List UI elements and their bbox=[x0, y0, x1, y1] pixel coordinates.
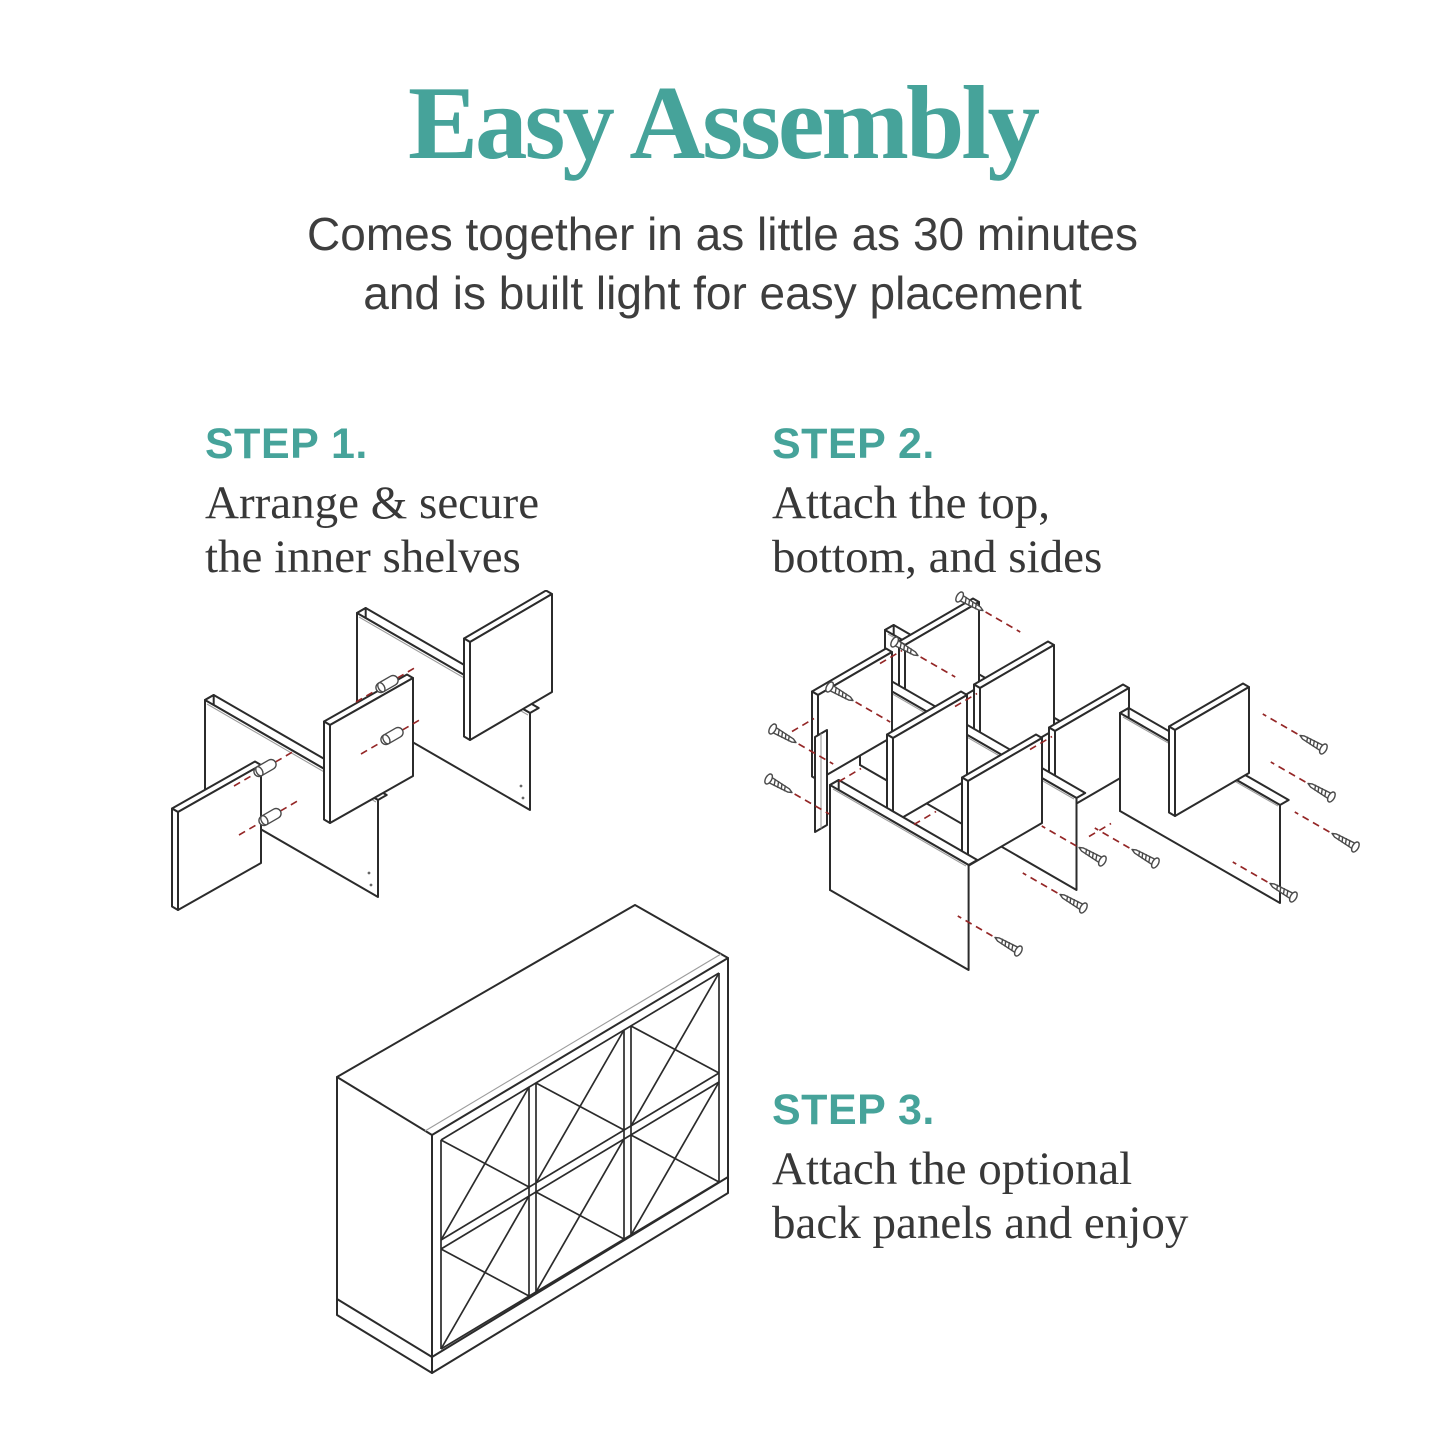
step-2-description bbox=[772, 477, 1102, 584]
small-panel-middle bbox=[324, 675, 413, 824]
small-panel-top-right bbox=[464, 591, 552, 741]
screw-icon bbox=[1260, 709, 1329, 755]
step-1-desc-line-1: Arrange & secure bbox=[205, 477, 540, 529]
step-1-desc-line-2: the inner shelves bbox=[205, 530, 521, 583]
step-3-block bbox=[772, 1086, 1188, 1250]
step-1-illustration bbox=[150, 590, 770, 950]
step-3-illustration bbox=[290, 900, 770, 1400]
subtitle-line-2: and is built light for easy placement bbox=[363, 266, 1082, 319]
step-1-block bbox=[205, 420, 539, 584]
step-2-desc-line-2: bottom, and sides bbox=[772, 530, 1103, 583]
step-1-label: STEP 1. bbox=[205, 420, 368, 468]
step-2-illustration bbox=[755, 585, 1390, 1010]
step-1-description bbox=[205, 477, 539, 584]
screw-icon bbox=[1292, 807, 1361, 853]
organizer-body bbox=[337, 905, 728, 1373]
step-3-desc-line-2: back panels and enjoy bbox=[772, 1196, 1189, 1249]
page-title: Easy Assembly bbox=[407, 64, 1038, 181]
step-2-desc-line-1: Attach the top, bbox=[772, 477, 1051, 529]
left-end-panel-edge bbox=[815, 730, 827, 832]
step-2-label: STEP 2. bbox=[772, 420, 935, 468]
subtitle bbox=[0, 205, 1445, 323]
step-3-label: STEP 3. bbox=[772, 1086, 935, 1134]
small-panel-bottom-left bbox=[172, 762, 261, 911]
step-2-block bbox=[772, 420, 1102, 584]
step-3-description bbox=[772, 1143, 1188, 1250]
subtitle-line-1: Comes together in as little as 30 minutes bbox=[307, 208, 1138, 260]
step-3-desc-line-1: Attach the optional bbox=[772, 1143, 1133, 1195]
